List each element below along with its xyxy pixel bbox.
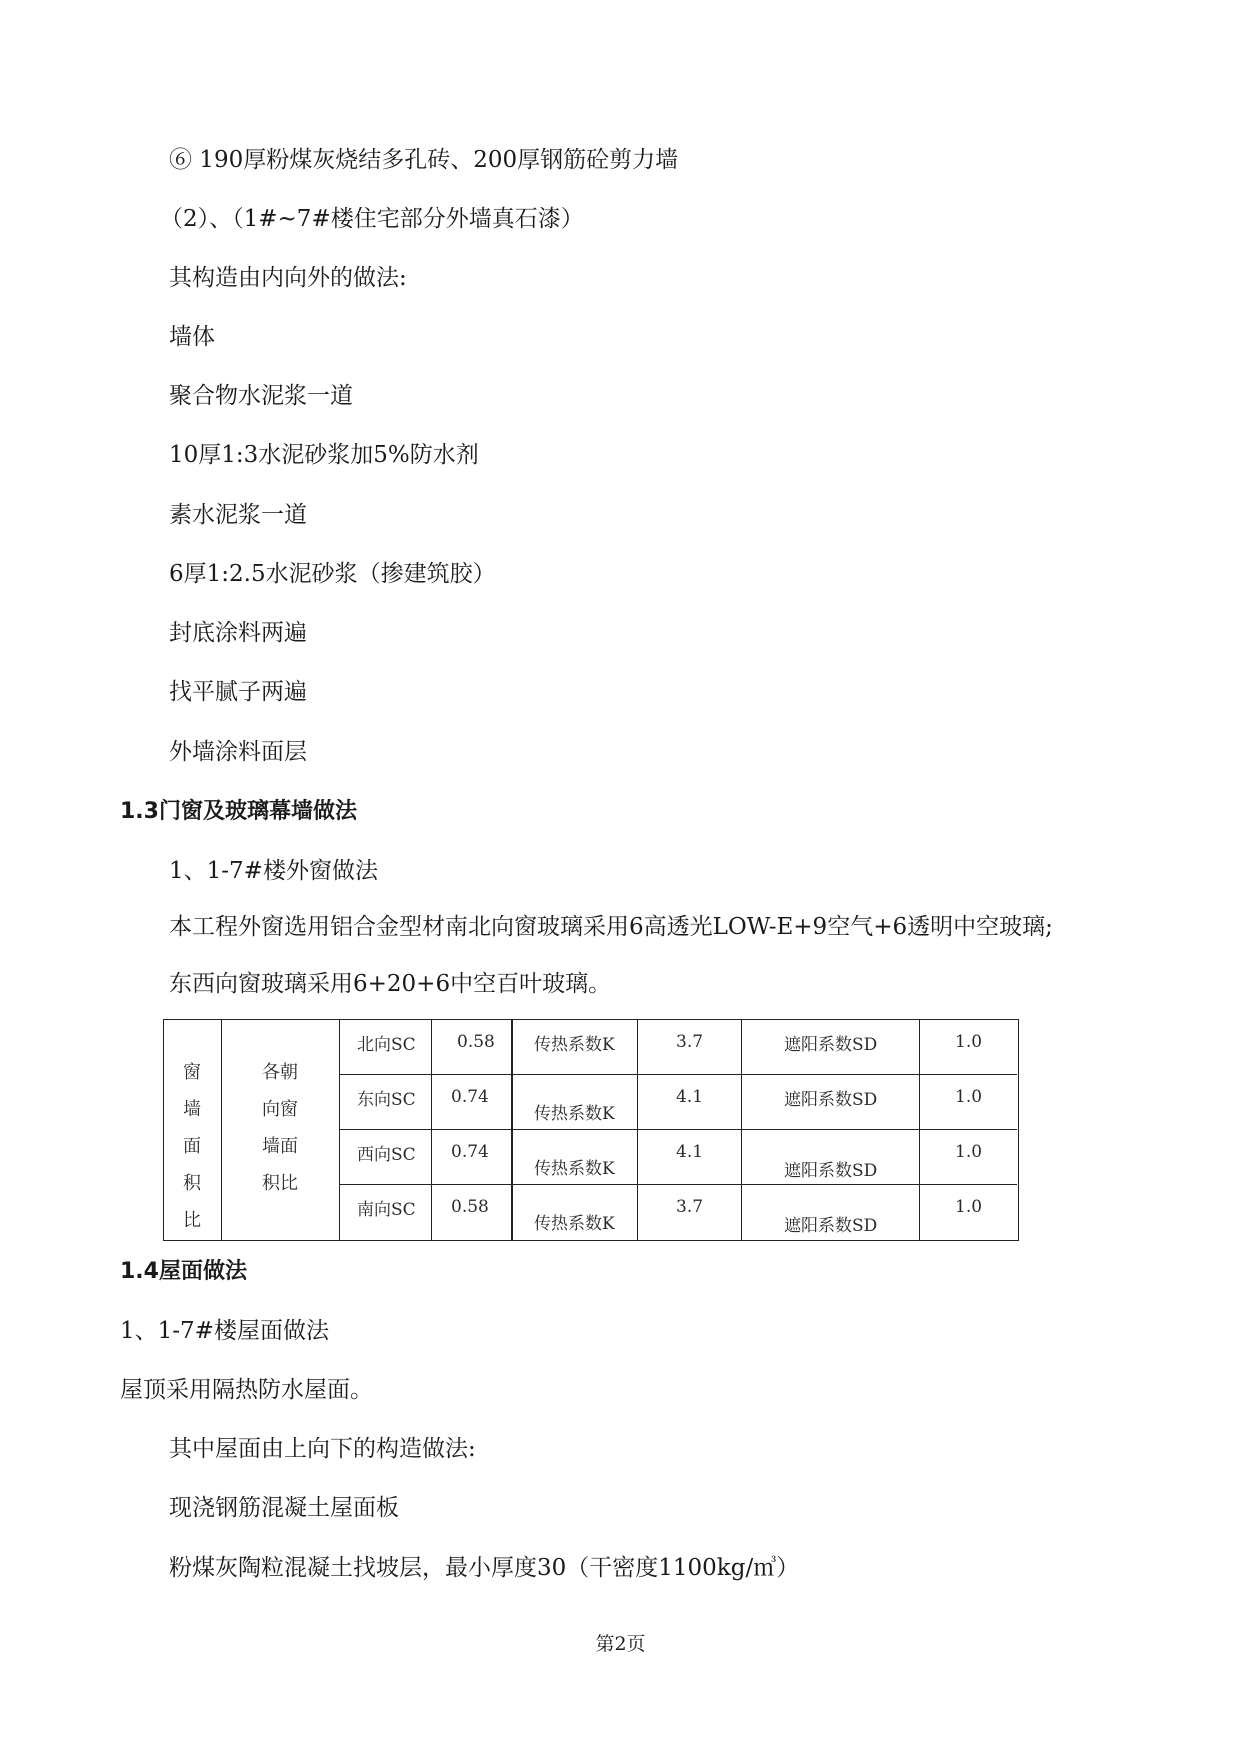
- layer-item: 墙体: [169, 324, 215, 350]
- layer-item: 6厚1:2.5水泥砂浆（掺建筑胶）: [169, 561, 496, 587]
- table-cell-sd-label: 遮阳系数SD: [742, 1075, 920, 1130]
- table-cell-k-value: 4.1: [638, 1075, 742, 1130]
- layer-item: 找平腻子两遍: [169, 679, 307, 705]
- table-cell-sd-value: 1.0: [920, 1020, 1017, 1075]
- table-cell-k-label: 传热系数K: [512, 1075, 638, 1130]
- subsection-title-roof: 1、1-7#楼屋面做法: [120, 1318, 329, 1344]
- table-header-orientation-ratio: 各朝向窗墙面积比: [262, 1062, 298, 1194]
- section-heading-doors-windows: 1.3门窗及玻璃幕墙做法: [120, 799, 357, 824]
- layer-item: 现浇钢筋混凝土屋面板: [169, 1495, 399, 1521]
- table-cell-sd-label: 遮阳系数SD: [742, 1020, 920, 1075]
- table-cell-sd-value: 1.0: [920, 1130, 1017, 1185]
- table-cell-k-value: 3.7: [638, 1185, 742, 1240]
- page-number: 第2页: [595, 1633, 646, 1655]
- layer-item: 素水泥浆一道: [169, 502, 307, 528]
- table-cell-sc: 0.74: [432, 1075, 512, 1130]
- construction-intro: 其构造由内向外的做法:: [169, 265, 407, 291]
- table-cell-k-value: 3.7: [638, 1020, 742, 1075]
- table-cell-direction: 北向SC: [340, 1020, 432, 1075]
- table-cell-k-label: 传热系数K: [512, 1185, 638, 1240]
- table-cell-sd-value: 1.0: [920, 1075, 1017, 1130]
- table-cell-direction: 西向SC: [340, 1130, 432, 1185]
- subsection-title-windows: 1、1-7#楼外窗做法: [169, 858, 378, 884]
- table-header-ratio: 窗墙面积比: [183, 1062, 201, 1231]
- window-wall-ratio-table: [163, 1019, 1019, 1241]
- table-cell-sd-value: 1.0: [955, 1197, 983, 1217]
- paragraph-window-glass-ew: 东西向窗玻璃采用6+20+6中空百叶玻璃。: [169, 971, 612, 997]
- material-line-wall: ⑥ 190厚粉煤灰烧结多孔砖、200厚钢筋砼剪力墙: [169, 147, 679, 173]
- table-cell-sc: 0.58: [432, 1185, 512, 1240]
- paragraph-roof-type: 屋顶采用隔热防水屋面。: [120, 1377, 373, 1403]
- table-cell-k-value: 4.1: [638, 1130, 742, 1185]
- table-header-cell: [222, 1020, 340, 1240]
- construction-intro-roof: 其中屋面由上向下的构造做法:: [169, 1436, 476, 1462]
- table-cell-direction: 南向SC: [340, 1185, 432, 1240]
- layer-item: 粉煤灰陶粒混凝土找坡层，最小厚度30（干密度1100kg/㎥）: [169, 1555, 800, 1581]
- table-cell-k-label: 传热系数K: [512, 1020, 638, 1075]
- layer-item: 聚合物水泥浆一道: [169, 383, 353, 409]
- section-heading-roof: 1.4屋面做法: [120, 1259, 247, 1284]
- table-cell-sd-label: 遮阳系数SD: [742, 1185, 920, 1240]
- layer-item: 外墙涂料面层: [169, 739, 307, 765]
- subsection-title-exterior-paint: （2）、（1#~7#楼住宅部分外墙真石漆）: [160, 206, 584, 232]
- table-header-cell: [164, 1020, 222, 1240]
- paragraph-window-glass-ns: 本工程外窗选用铝合金型材南北向窗玻璃采用6高透光LOW-E+9空气+6透明中空玻璃;: [169, 914, 1053, 940]
- table-cell-k-label: 传热系数K: [512, 1130, 638, 1185]
- layer-item: 封底涂料两遍: [169, 620, 307, 646]
- table-cell-sc: 0.58: [432, 1020, 512, 1075]
- table-cell-direction: 东向SC: [340, 1075, 432, 1130]
- table-cell-sd-label: 遮阳系数SD: [742, 1130, 920, 1185]
- table-cell-sc: 0.74: [432, 1130, 512, 1185]
- layer-item: 10厚1:3水泥砂浆加5%防水剂: [169, 442, 479, 468]
